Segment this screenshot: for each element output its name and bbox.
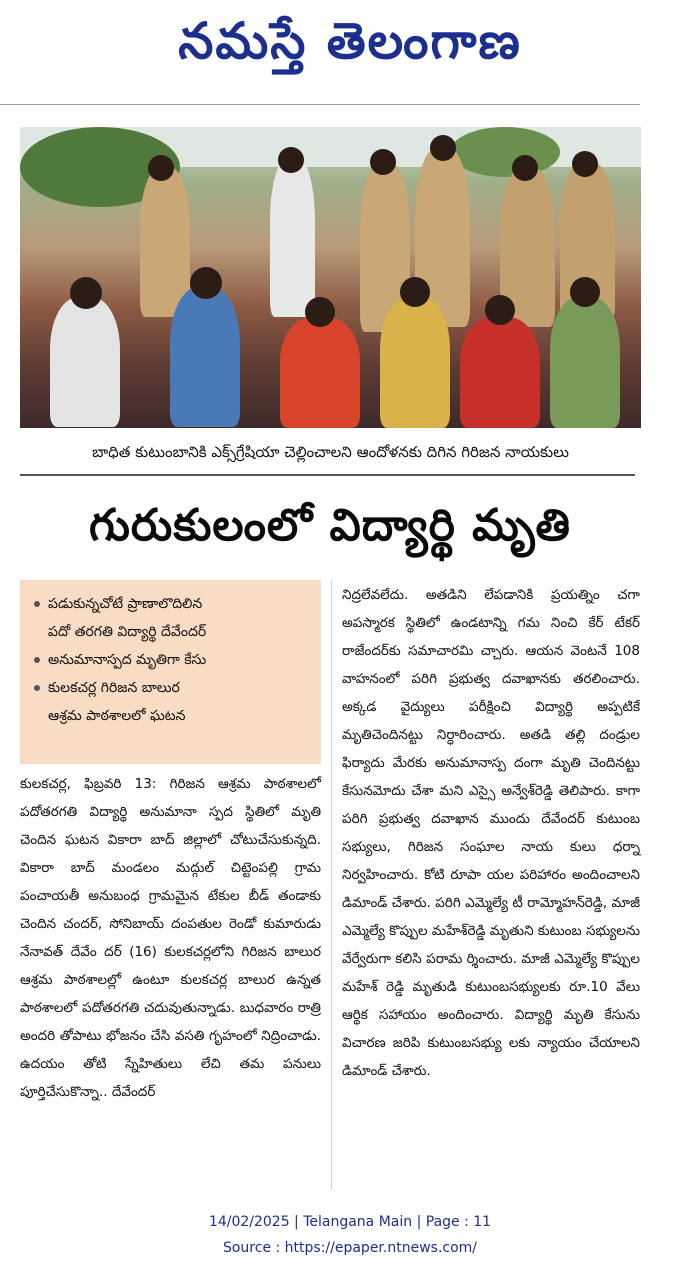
bullet-icon (34, 685, 40, 691)
article-column-left: కులకచర్ల, ఫిబ్రవరి 13: గిరిజన ఆశ్రమ పాఠశాలలో పదోతరగతి విద్యార్థి అనుమానా స్పద స్థితిలో మృతి చెందిన ఘటన వికారా బాద్ జిల్లాలో చోటుచేసుకున్నది. వికారా బాద్ మండలం మద్గుల్ చిట్టెంపల్లి గ్రామ పంచాయతీ అనుబంధ గ్రామమైన టేకుల బీడ్ తండాకు చెందిన చందర్, సోనిబాయ్ దంపతుల రెండో కుమారుడు నేనావత్ దేవేం దర్ (16) కులకచర్లలోని గిరిజన బాలుర ఆశ్రమ పాఠశాలల్లో ఉంటూ కులకచర్ల బాలుర ఉన్నత పాఠశాలలో పదోతరగతి చదువుతున్నాడు. బుధవారం రాత్రి అందరి తోపాటు భోజనం చేసి వసతి గృహంలో నిద్రించాడు. ఉదయం తోటి స్నేహితులు లేచి తమ పనులు పూర్తిచేసుకొన్నా.. దేవేందర్ (20, 776, 321, 1100)
footer-date-page: 14/02/2025 | Telangana Main | Page : 11 (208, 1214, 492, 1230)
highlight-line: పడుకున్నచోటే ప్రాణాలొదిలిన (48, 596, 203, 612)
footer-source: Source : https://epaper.ntnews.com/ (222, 1240, 478, 1256)
highlight-item (34, 646, 313, 674)
highlight-line: కులకచర్ల గిరిజన బాలుర (48, 680, 180, 696)
highlight-item (34, 590, 313, 646)
article-headline: గురుకులంలో విద్యార్థి మృతి (89, 500, 571, 551)
news-photo (20, 127, 641, 428)
highlights-box (20, 580, 321, 764)
masthead-title: నమస్తే తెలంగాణ (178, 12, 522, 70)
highlight-line: అనుమానాస్పద మృతిగా కేసు (48, 652, 207, 668)
highlight-item (34, 674, 313, 730)
column-divider (331, 580, 332, 1190)
masthead-rule (0, 104, 640, 105)
bullet-icon (34, 657, 40, 663)
bullet-icon (34, 601, 40, 607)
highlight-line: ఆశ్రమ పాఠశాలలో ఘటన (48, 708, 186, 724)
caption-rule (20, 474, 635, 476)
highlight-line: పదో తరగతి విద్యార్థి దేవేందర్ (48, 624, 207, 640)
article-column-right: నిద్రలేవలేదు. అతడిని లేపడానికి ప్రయత్నిం చగా అపస్మారక స్థితిలో ఉండటాన్ని గమ నించి కేర్ టేకర్ రాజేందర్‌కు సమాచారమి చ్చారు. ఆయన వెంటనే 108 వాహనంలో పరిగి ప్రభుత్వ దవాఖానకు తరలించారు. అక్కడ వైద్యులు పరీక్షించి విద్యార్థి అప్పటికే మృతిచెందినట్టు నిర్ధారించారు. అతడి తల్లి దండ్రుల ఫిర్యాదు మేరకు అనుమానాస్ప దంగా మృతి చెందినట్టు కేసునమోదు చేశా మని ఎస్సై అన్వేశ్‌రెడ్డి తెలిపారు. కాగా పరిగి ప్రభుత్వ దవాఖాన ముందు దేవేందర్ కుటుంబ సభ్యులు, గిరిజన సంఘాల నాయ కులు ధర్నా నిర్వహించారు. కోటి రూపా యల పరిహారం అందించాలని డిమాండ్ చేశారు. పరిగి ఎమ్మెల్యే టీ రామ్మోహన్‌రెడ్డి, మాజీ ఎమ్మెల్యే కొప్పుల మహేశ్‌రెడ్డి మృతుని కుటుంబ సభ్యులను వేర్వేరుగా కలిసి పరామ ర్శించారు. మాజీ ఎమ్మెల్యే కొప్పుల మహేశ్ రెడ్డి మృతుడి కుటుంబసభ్యులకు రూ.10 వేలు ఆర్థిక సహాయం అందించారు. విద్యార్థి మృతి కేసును విచారణ జరిపి కుటుంబసభ్యు లకు న్యాయం చేయాలని డిమాండ్ చేశారు. (342, 587, 640, 1079)
photo-caption: బాధిత కుటుంబానికి ఎక్స్‌గ్రేషియా చెల్లించాలని ఆందోళనకు దిగిన గిరిజన నాయకులు (92, 443, 569, 461)
